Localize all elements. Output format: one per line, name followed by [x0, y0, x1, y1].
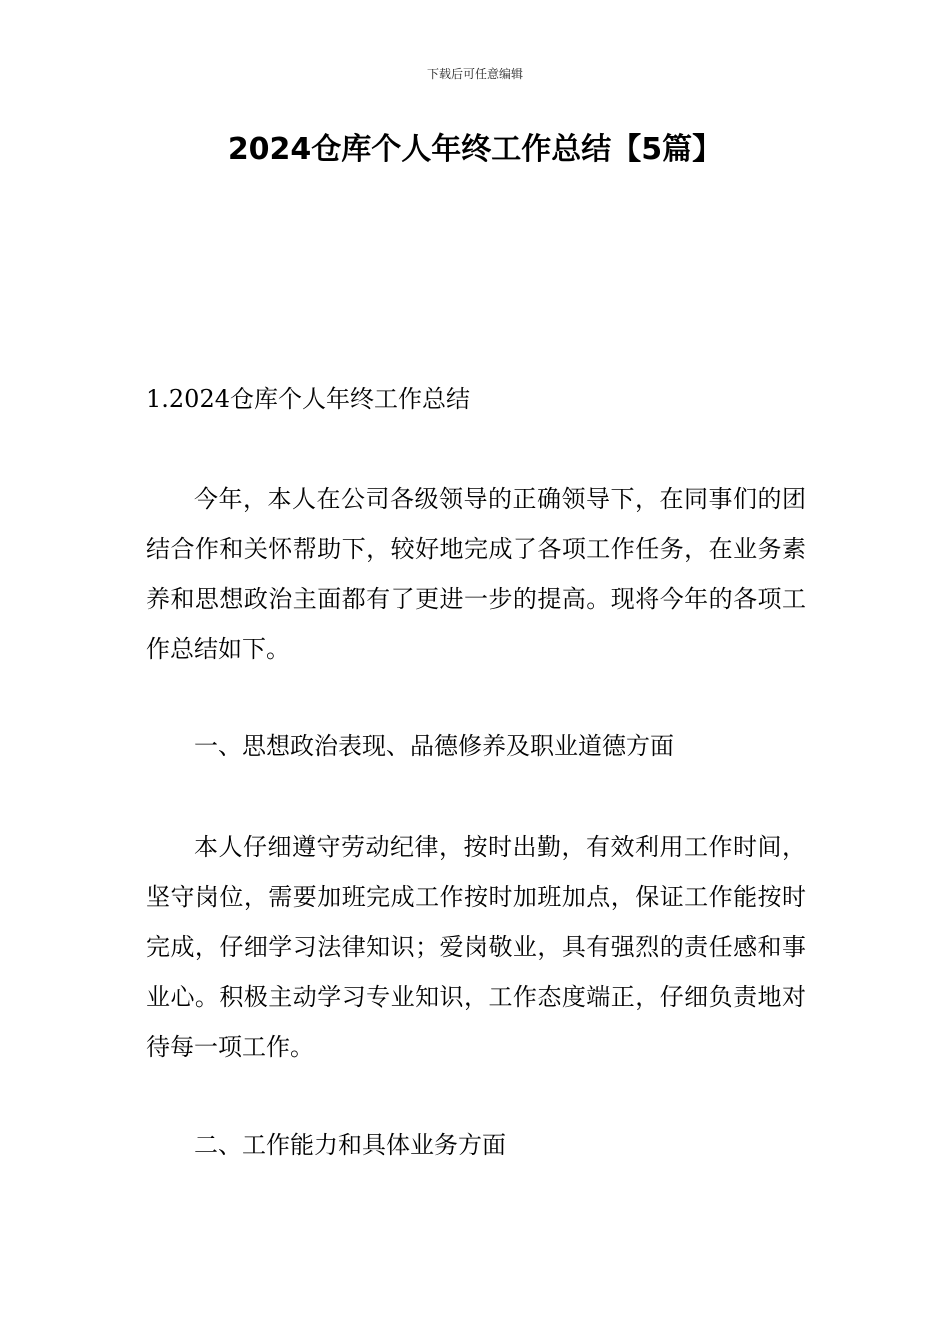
subheading-ideology: 一、思想政治表现、品德修养及职业道德方面 — [194, 732, 674, 760]
document-title: 2024仓库个人年终工作总结【5篇】 — [227, 132, 723, 167]
ideology-paragraph: 本人仔细遵守劳动纪律，按时出勤，有效利用工作时间，坚守岗位，需要加班完成工作按时加班加点，保证工作能按时完成，仔细学习法律知识；爱岗敬业，具有强烈的责任感和事业心。积极主动学习专业知识，工作态度端正，仔细负责地对待每一项工作。 — [146, 833, 806, 1061]
header-note: 下载后可任意编辑 — [426, 67, 523, 81]
subheading-work-ability: 二、工作能力和具体业务方面 — [194, 1131, 506, 1159]
section-heading: 1.2024仓库个人年终工作总结 — [146, 385, 470, 413]
intro-paragraph: 今年，本人在公司各级领导的正确领导下，在同事们的团结合作和关怀帮助下，较好地完成了各项工作任务，在业务素养和思想政治主面都有了更进一步的提高。现将今年的各项工作总结如下。 — [146, 485, 806, 663]
